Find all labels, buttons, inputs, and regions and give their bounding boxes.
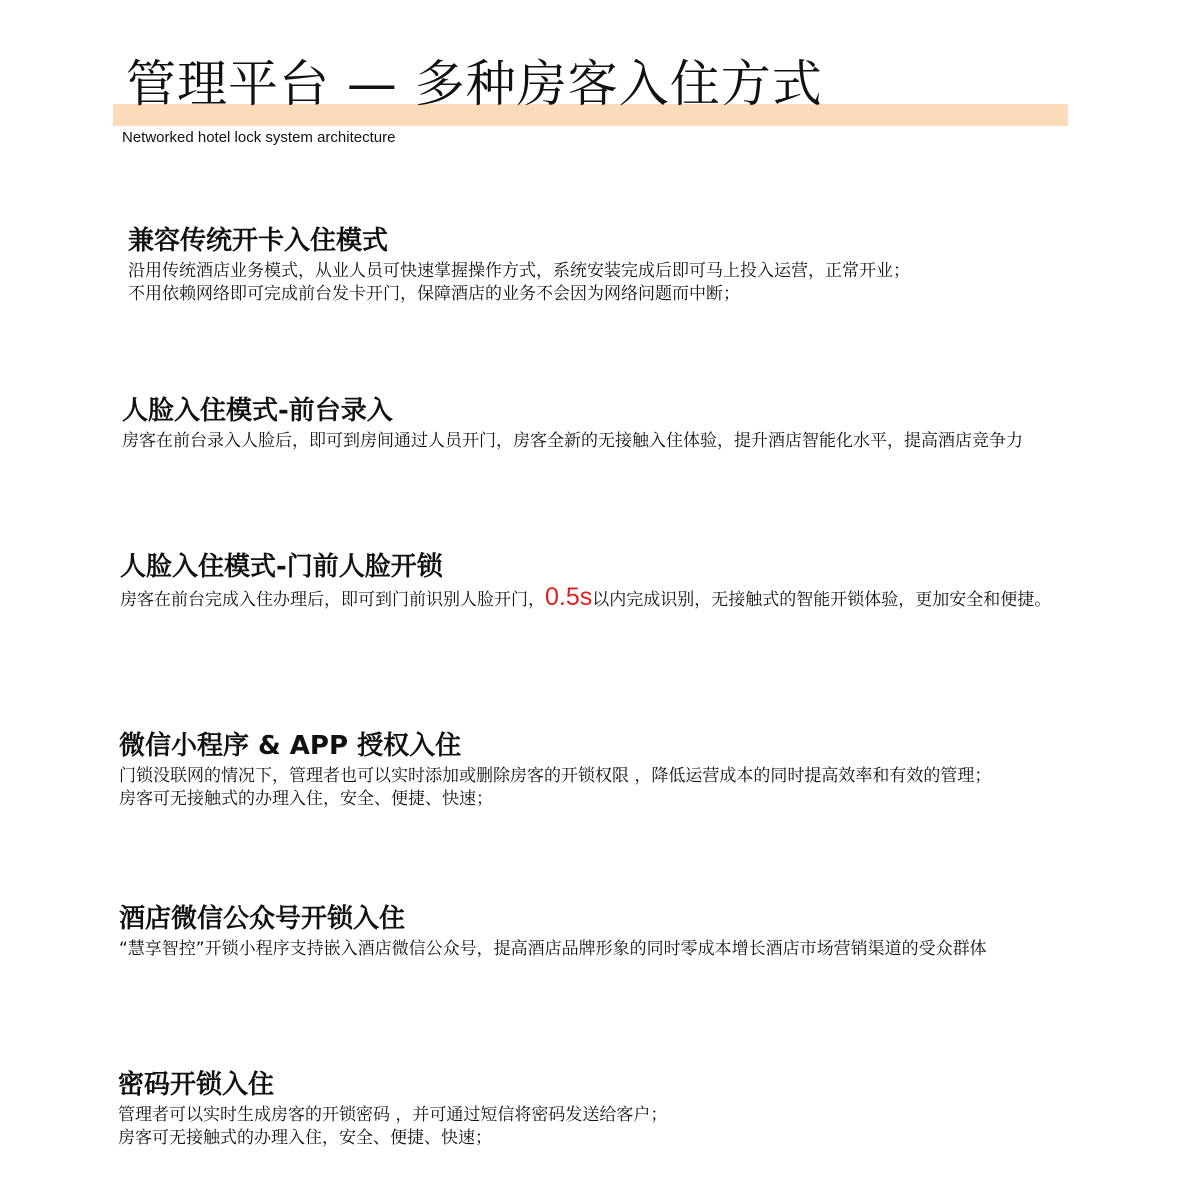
section-traditional-card-checkin (128, 224, 910, 306)
body-text-after: 以内完成识别，无接触式的智能开锁体验，更加安全和便捷。 (592, 590, 1052, 610)
section-body (122, 430, 1023, 453)
page-title: 管理平台 — 多种房客入住方式 (126, 55, 823, 113)
section-heading: 微信小程序 & APP 授权入住 (119, 731, 462, 761)
section-body (119, 938, 987, 961)
body-line: “慧享智控”开锁小程序支持嵌入酒店微信公众号，提高酒店品牌形象的同时零成本增长酒店市场营销渠道的受众群体 (119, 939, 987, 959)
body-line: 房客在前台录入人脸后，即可到房间通过人员开门，房客全新的无接触入住体验，提升酒店智能化水平，提高酒店竞争力 (122, 431, 1023, 451)
section-heading: 兼容传统开卡入住模式 (128, 226, 389, 256)
body-line: 房客可无接触式的办理入住，安全、便捷、快速； (118, 1128, 492, 1148)
section-face-door-unlock (120, 550, 1051, 612)
section-heading: 酒店微信公众号开锁入住 (119, 904, 406, 934)
body-line: 不用依赖网络即可完成前台发卡开门，保障酒店的业务不会因为网络问题而中断； (128, 284, 740, 304)
section-password-unlock (118, 1068, 667, 1150)
page-subtitle: Networked hotel lock system architecture (122, 129, 396, 146)
section-heading: 密码开锁入住 (118, 1070, 275, 1100)
section-wechat-official-account (119, 902, 987, 961)
section-heading: 人脸入住模式-门前人脸开锁 (120, 552, 443, 582)
section-body (120, 583, 1052, 612)
section-wechat-app-auth (119, 729, 991, 811)
section-body (119, 765, 991, 811)
body-line: 沿用传统酒店业务模式，从业人员可快速掌握操作方式，系统安装完成后即可马上投入运营，正常开业； (128, 261, 910, 281)
body-text-before: 房客在前台完成入住办理后，即可到门前识别人脸开门， (120, 590, 545, 610)
section-body (118, 1104, 667, 1150)
body-line: 管理者可以实时生成房客的开锁密码 ，并可通过短信将密码发送给客户； (118, 1105, 668, 1125)
section-body (128, 260, 910, 306)
body-line: 房客可无接触式的办理入住，安全、便捷、快速； (119, 789, 493, 809)
recognition-time-value: 0.5s (545, 583, 593, 611)
section-heading: 人脸入住模式-前台录入 (122, 396, 393, 426)
section-face-front-desk (122, 394, 1023, 453)
body-line: 门锁没联网的情况下，管理者也可以实时添加或删除房客的开锁权限 ，降低运营成本的同时提高效率和有效的管理； (119, 766, 992, 786)
